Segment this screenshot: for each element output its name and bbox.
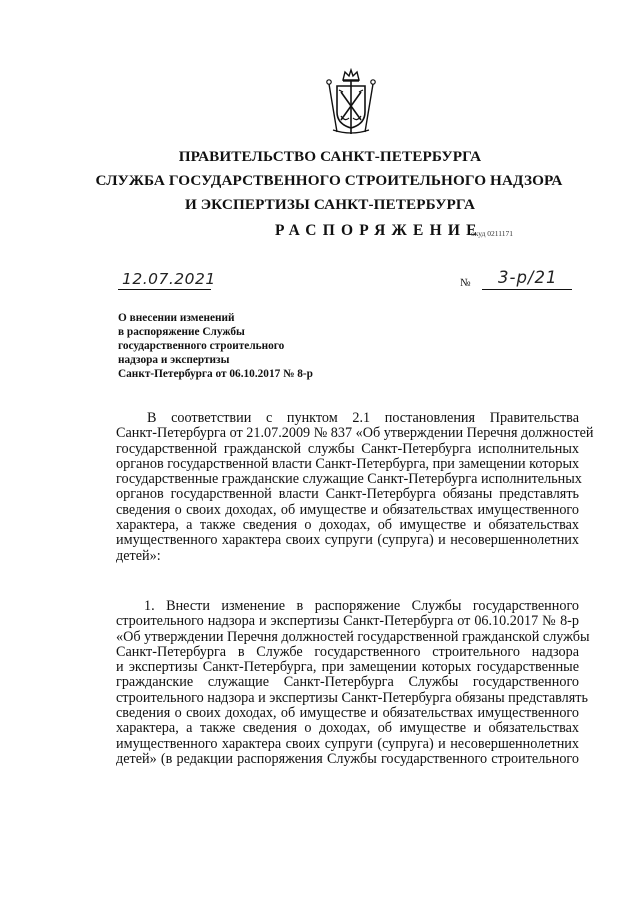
subject-line: Санкт-Петербурга от 06.10.2017 № 8-р xyxy=(118,367,313,380)
paragraph-line: гражданские служащие Санкт-Петербурга Службы государственного xyxy=(116,674,579,691)
government-title: ПРАВИТЕЛЬСТВО САНКТ-ПЕТЕРБУРГА xyxy=(178,148,482,165)
subject-line: государственного строительного xyxy=(118,339,285,352)
paragraph-line: органов государственной власти Санкт-Петербурга, при замещении которых xyxy=(116,455,580,472)
document-number: 3-р/21 xyxy=(498,268,558,287)
clause-1-paragraph xyxy=(116,598,590,767)
paragraph-line: и экспертизы Санкт-Петербурга, при замещении которых государственные xyxy=(116,659,579,676)
subject-line: в распоряжение Службы xyxy=(118,325,245,338)
okud-code: окуд 0211171 xyxy=(471,229,513,238)
paragraph-line: имущественного характера своих супруги (супруга) и несовершеннолетних xyxy=(116,735,579,752)
coat-of-arms-emblem xyxy=(323,68,379,138)
paragraph-line: государственные гражданские служащие Санкт-Петербурга исполнительных xyxy=(116,471,582,488)
paragraph-line: сведения о своих доходах, об имуществе и обязательствах имущественного xyxy=(116,501,579,518)
paragraph-line: В соответствии с пунктом 2.1 постановления Правительства xyxy=(147,410,579,426)
paragraph-line: характера, а также сведения о доходах, об имуществе и обязательствах xyxy=(116,720,579,737)
paragraph-line: имущественного характера своих супруги (супруга) и несовершеннолетних xyxy=(116,532,579,549)
paragraph-line: Санкт-Петербурга от 21.07.2009 № 837 «Об утверждении Перечня должностей xyxy=(116,425,594,442)
subject-block xyxy=(118,312,313,382)
subject-line: О внесении изменений xyxy=(118,312,235,324)
paragraph-line: строительного надзора и экспертизы Санкт-Петербурга от 06.10.2017 № 8-р xyxy=(116,613,579,630)
document-type: РАСПОРЯЖЕНИЕ xyxy=(275,222,483,239)
document-date: 12.07.2021 xyxy=(122,270,216,288)
date-underline xyxy=(118,289,211,290)
paragraph-line: характера, а также сведения о доходах, об имуществе и обязательствах xyxy=(116,517,579,534)
paragraph-line: Санкт-Петербурга в Службе государственного строительного надзора xyxy=(116,643,579,660)
paragraph-line: 1. Внести изменение в распоряжение Службы государственного xyxy=(144,598,579,614)
paragraph-line: государственной гражданской службы Санкт-Петербурга исполнительных xyxy=(116,440,579,457)
service-title-line2: И ЭКСПЕРТИЗЫ САНКТ-ПЕТЕРБУРГА xyxy=(184,196,476,213)
paragraph-line: детей»: xyxy=(116,547,161,564)
subject-line: надзора и экспертизы xyxy=(118,353,230,366)
paragraph-line: сведения о своих доходах, об имуществе и обязательствах имущественного xyxy=(116,705,579,722)
number-sign: № xyxy=(460,277,471,289)
paragraph-line: «Об утверждении Перечня должностей государственной гражданской службы xyxy=(116,628,590,645)
preamble-paragraph xyxy=(116,410,594,564)
paragraph-line: органов государственной власти Санкт-Петербурга обязаны представлять xyxy=(116,486,579,503)
paragraph-line: детей» (в редакции распоряжения Службы государственного строительного xyxy=(116,750,579,767)
paragraph-line: строительного надзора и экспертизы Санкт-Петербурга обязаны представлять xyxy=(116,689,588,706)
number-underline xyxy=(482,289,572,290)
service-title-line1: СЛУЖБА ГОСУДАРСТВЕННОГО СТРОИТЕЛЬНОГО НАДЗОРА xyxy=(95,172,563,189)
